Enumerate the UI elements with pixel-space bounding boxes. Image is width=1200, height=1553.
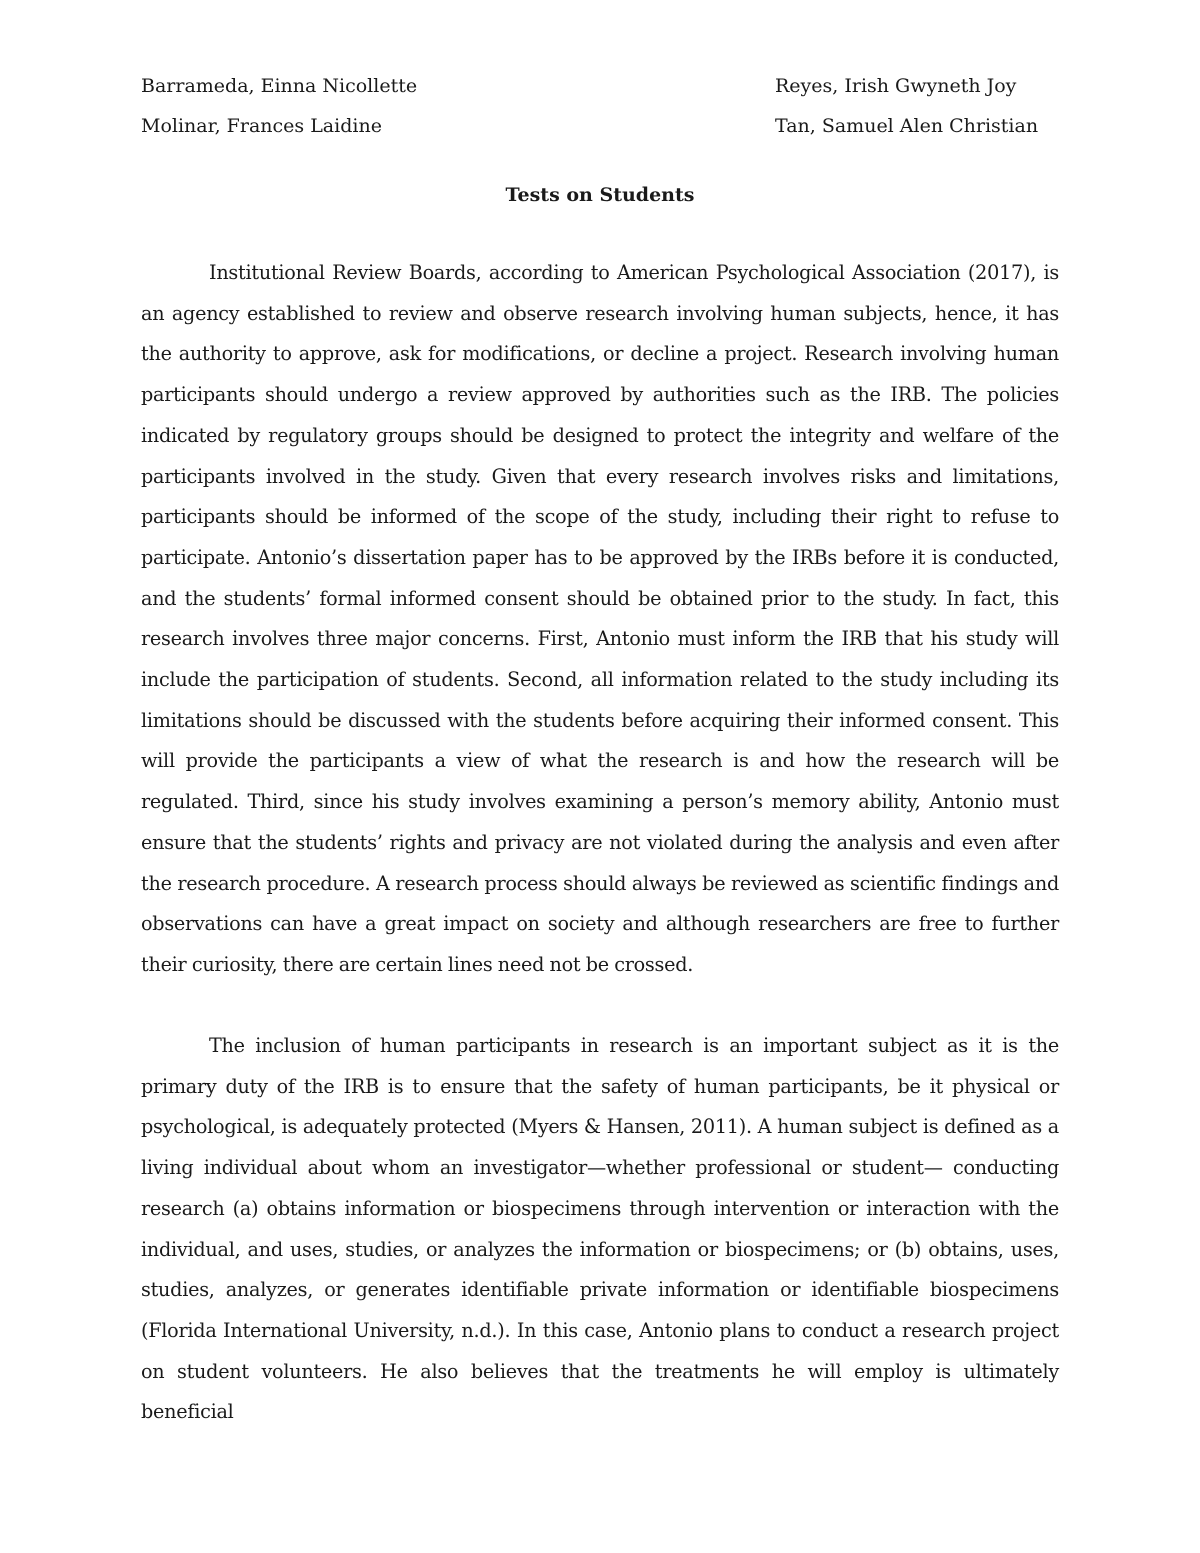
- author-row: [141, 72, 1059, 112]
- author-name: Barrameda, Einna Nicollette: [141, 75, 418, 97]
- document-title: Tests on Students: [505, 184, 695, 206]
- author-block: [141, 72, 1059, 152]
- author-name: Tan, Samuel Alen Christian: [775, 115, 1039, 137]
- body-paragraph: The inclusion of human participants in research is an important subject as it is the primary duty of the IRB is to ensure that the safety of human participants, be it physical or psychological, is adequately protected (Myers & Hansen, 2011). A human subject is defined as a living individual about whom an investigator—whether professional or student— conducting research (a) obtains information or biospecimens through intervention or interaction with the individual, and uses, studies, or analyzes the information or biospecimens; or (b) obtains, uses, studies, analyzes, or generates identifiable private information or identifiable biospecimens (Florida International University, n.d.). In this case, Antonio plans to conduct a research project on student volunteers. He also believes that the treatments he will employ is ultimately beneficial: [141, 1034, 1059, 1424]
- author-name: Reyes, Irish Gwyneth Joy: [775, 75, 1017, 97]
- author-row: [141, 112, 1059, 152]
- author-name: Molinar, Frances Laidine: [141, 115, 382, 137]
- body-paragraph: Institutional Review Boards, according to American Psychological Association (2017), is an agency established to review and observe research involving human subjects, hence, it has the authority to approve, ask for modifications, or decline a project. Research involving human participants should undergo a review approved by authorities such as the IRB. The policies indicated by regulatory groups should be designed to protect the integrity and welfare of the participants involved in the study. Given that every research involves risks and limitations, participants should be informed of the scope of the study, including their right to refuse to participate. Antonio’s dissertation paper has to be approved by the IRBs before it is conducted, and the students’ formal informed consent should be obtained prior to the study. In fact, this research involves three major concerns. First, Antonio must inform the IRB that his study will include the participation of students. Second, all information related to the study including its limitations should be discussed with the students before acquiring their informed consent. This will provide the participants a view of what the research is and how the research will be regulated. Third, since his study involves examining a person’s memory ability, Antonio must ensure that the students’ rights and privacy are not violated during the analysis and even after the research procedure. A research process should always be reviewed as scientific findings and observations can have a great impact on society and although researchers are free to further their curiosity, there are certain lines need not be crossed.: [141, 261, 1059, 976]
